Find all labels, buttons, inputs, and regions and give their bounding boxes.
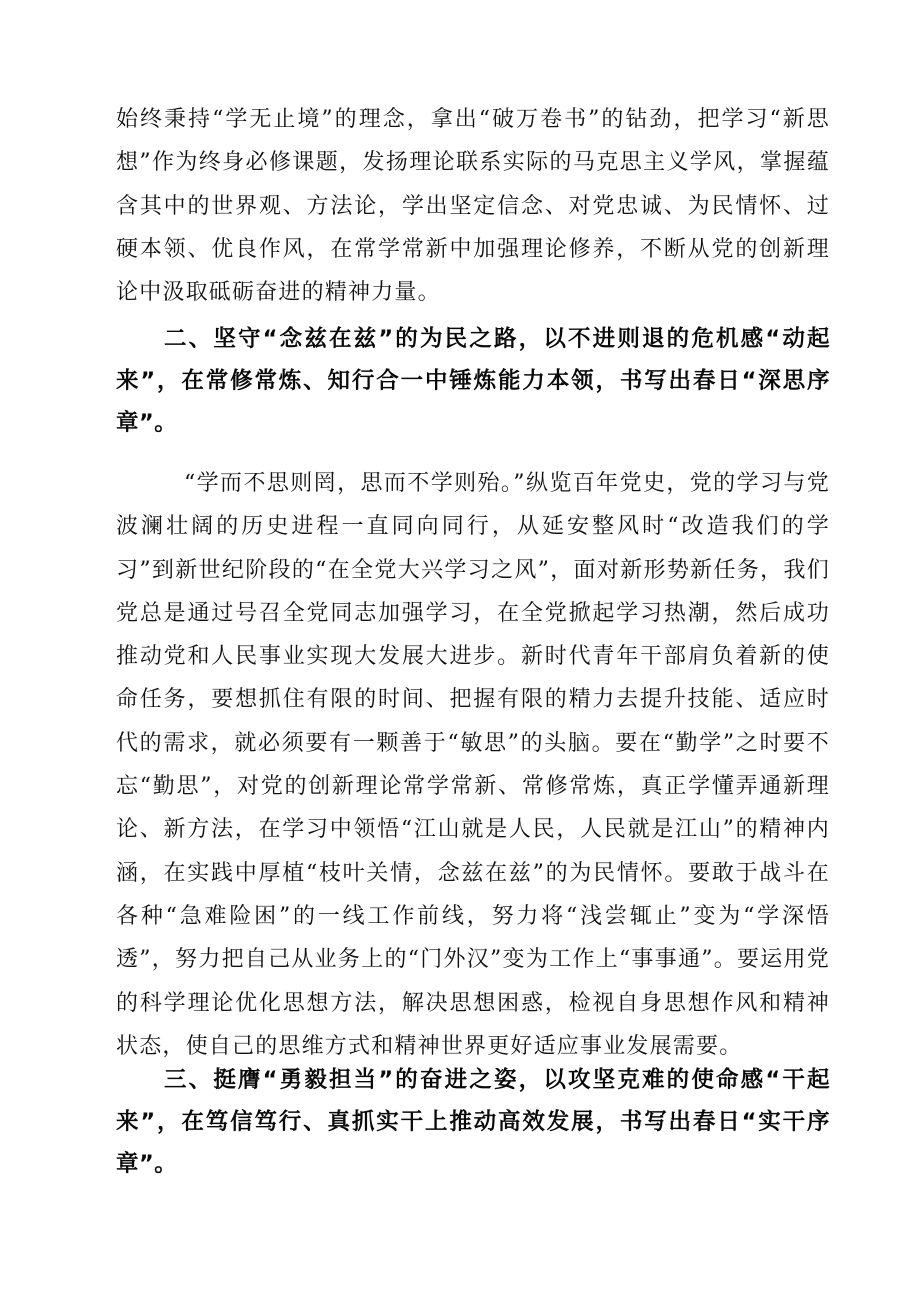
section-heading-three: 三、挺膺“勇毅担当”的奋进之姿，以攻坚克难的使命感“干起来”，在笃信笃行、真抓实干上推动高效发展，书写出春日“实干序章”。 — [116, 1067, 830, 1177]
body-paragraph-continuation: 始终秉持“学无止境”的理念，拿出“破万卷书”的钻劲，把学习“新思想”作为终身必修课题，发扬理论联系实际的马克思主义学风，掌握蕴含其中的世界观、方法论，学出坚定信念、对党忠诚、为民情怀、过硬本领、优良作风，在常学常新中加强理论修养，不断从党的创新理论中汲取砥砺奋进的精神力量。 — [116, 107, 830, 306]
body-paragraph-deep-thinking: “学而不思则罔，思而不学则殆。”纵览百年党史，党的学习与党波澜壮阔的历史进程一直同向同行，从延安整风时“改造我们的学习”到新世纪阶段的“在全党大兴学习之风”，面对新形势新任务，我们党总是通过号召全党同志加强学习，在全党掀起学习热潮，然后成功推动党和人民事业实现大发展大进步。新时代青年干部肩负着新的使命任务，要想抓住有限的时间、把握有限的精力去提升技能、适应时代的需求，就必须要有一颗善于“敏思”的头脑。要在“勤学”之时要不忘“勤思”，对党的创新理论常学常新、常修常炼，真正学懂弄通新理论、新方法，在学习中领悟“江山就是人民，人民就是江山”的精神内涵，在实践中厚植“枝叶关情，念兹在兹”的为民情怀。要敢于战斗在各种“急难险困”的一线工作前线，努力将“浅尝辄止”变为“学深悟透”，努力把自己从业务上的“门外汉”变为工作上“事事通”。要运用党的科学理论优化思想方法，解决思想困惑，检视自身思想作风和精神状态，使自己的思维方式和精神世界更好适应事业发展需要。 — [116, 471, 830, 1059]
section-heading-two: 二、坚守“念兹在兹”的为民之路，以不进则退的危机感“动起来”，在常修常炼、知行合一中锤炼能力本领，书写出春日“深思序章”。 — [116, 326, 830, 436]
